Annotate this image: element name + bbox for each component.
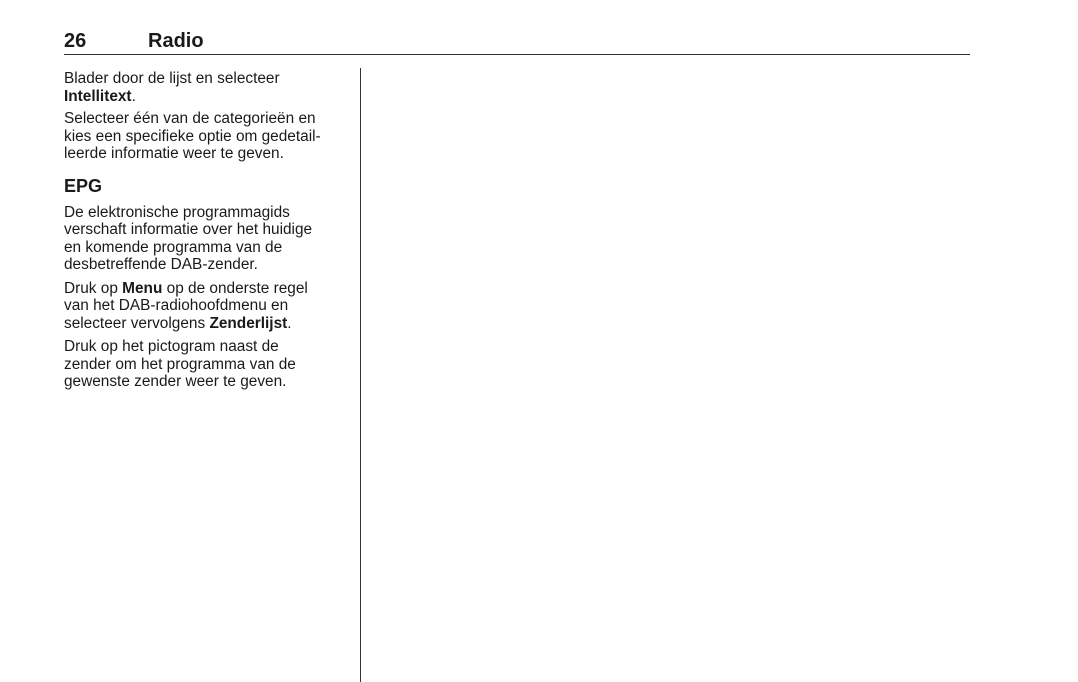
paragraph-line: kies een specifieke optie om gedetail- xyxy=(64,127,321,145)
paragraph-line: van het DAB-radiohoofdmenu en xyxy=(64,297,289,314)
left-column xyxy=(64,70,349,397)
paragraph-line: leerde informatie weer te geven. xyxy=(64,145,284,162)
paragraph-pictogram xyxy=(64,338,349,391)
page-header xyxy=(64,28,970,55)
paragraph-text: selecteer vervolgens xyxy=(64,314,210,332)
column-divider xyxy=(360,68,361,682)
paragraph-text: op de onderste regel xyxy=(162,279,308,297)
paragraph-intellitext xyxy=(64,70,349,105)
paragraph-line: zender om het programma van de xyxy=(64,355,296,373)
paragraph-line: gewenste zender weer te geven. xyxy=(64,373,287,390)
paragraph-line: en komende programma van de xyxy=(64,238,283,256)
page-number: 26 xyxy=(64,30,87,52)
paragraph-line: De elektronische programmagids xyxy=(64,203,290,221)
paragraph-text: Blader door de lijst en selecteer xyxy=(64,70,280,87)
section-title: Radio xyxy=(148,30,204,52)
paragraph-punctuation: . xyxy=(131,87,136,105)
menu-item-intellitext: Intellitext xyxy=(64,87,132,105)
paragraph-categories xyxy=(64,110,349,163)
epg-heading: EPG xyxy=(64,175,103,196)
paragraph-line: verschaft informatie over het huidige xyxy=(64,221,313,238)
menu-label: Menu xyxy=(122,279,163,297)
station-list-label: Zenderlijst xyxy=(209,314,288,332)
paragraph-text: Druk op xyxy=(64,279,123,297)
paragraph-menu-instructions xyxy=(64,280,349,333)
paragraph-punctuation: . xyxy=(287,314,292,332)
paragraph-line: desbetreffende DAB-zender. xyxy=(64,256,258,273)
paragraph-line: Selecteer één van de categorieën en xyxy=(64,110,316,127)
paragraph-epg-description xyxy=(64,204,349,274)
paragraph-line: Druk op het pictogram naast de xyxy=(64,338,279,355)
